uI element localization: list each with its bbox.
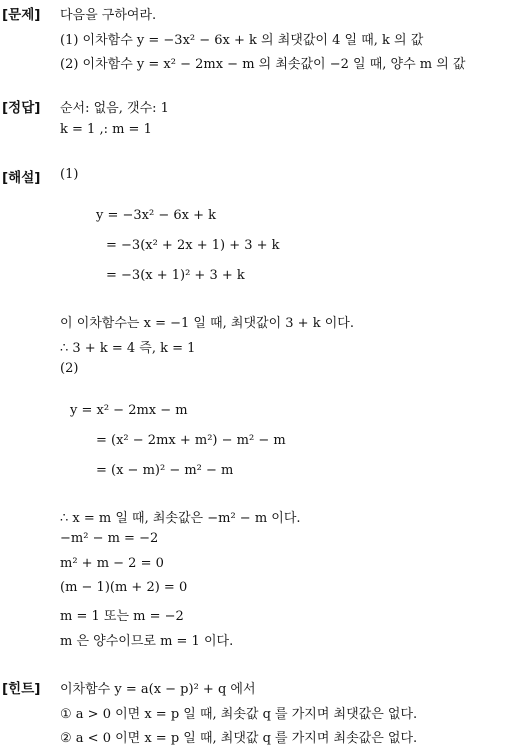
hint-line: ① a > 0 이면 x = p 일 때, 최솟값 q 를 가지며 최댓값은 없다.	[60, 707, 418, 722]
solution-text: −m² − m = −2	[60, 531, 159, 546]
solution-label: [해설]	[2, 170, 41, 186]
equation-line: = −3(x² + 2x + 1) + 3 + k	[106, 238, 280, 253]
problem-line: (1) 이차함수 y = −3x² − 6x + k 의 최댓값이 4 일 때, k 의 값	[60, 33, 424, 48]
solution-text: m = 1 또는 m = −2	[60, 609, 184, 624]
solution-part-tag: (2)	[60, 361, 79, 376]
hint-line: ② a < 0 이면 x = p 일 때, 최댓값 q 를 가지며 최솟값은 없다.	[60, 731, 418, 746]
solution-text: ∴ x = m 일 때, 최솟값은 −m² − m 이다.	[60, 511, 301, 526]
problem-label: [문제]	[2, 7, 41, 23]
answer-line: 순서: 없음, 갯수: 1	[60, 101, 169, 116]
problem-line: (2) 이차함수 y = x² − 2mx − m 의 최솟값이 −2 일 때, 양수 m 의 값	[60, 57, 466, 72]
problem-line: 다음을 구하여라.	[60, 8, 157, 23]
solution-text: m 은 양수이므로 m = 1 이다.	[60, 634, 234, 649]
equation-line: y = −3x² − 6x + k	[96, 208, 217, 223]
equation-line: = (x − m)² − m² − m	[96, 463, 234, 478]
solution-text: ∴ 3 + k = 4 즉, k = 1	[60, 341, 196, 356]
equation-line: = −3(x + 1)² + 3 + k	[106, 268, 245, 283]
solution-text: (m − 1)(m + 2) = 0	[60, 580, 188, 595]
answer-label: [정답]	[2, 100, 41, 116]
equation-line: = (x² − 2mx + m²) − m² − m	[96, 433, 286, 448]
hint-label: [힌트]	[2, 681, 41, 697]
equation-line: y = x² − 2mx − m	[70, 403, 188, 418]
hint-line: 이차함수 y = a(x − p)² + q 에서	[60, 682, 256, 697]
solution-part-tag: (1)	[60, 167, 79, 182]
solution-text: m² + m − 2 = 0	[60, 556, 164, 571]
answer-line: k = 1 ,: m = 1	[60, 122, 152, 137]
solution-text: 이 이차함수는 x = −1 일 때, 최댓값이 3 + k 이다.	[60, 316, 354, 331]
